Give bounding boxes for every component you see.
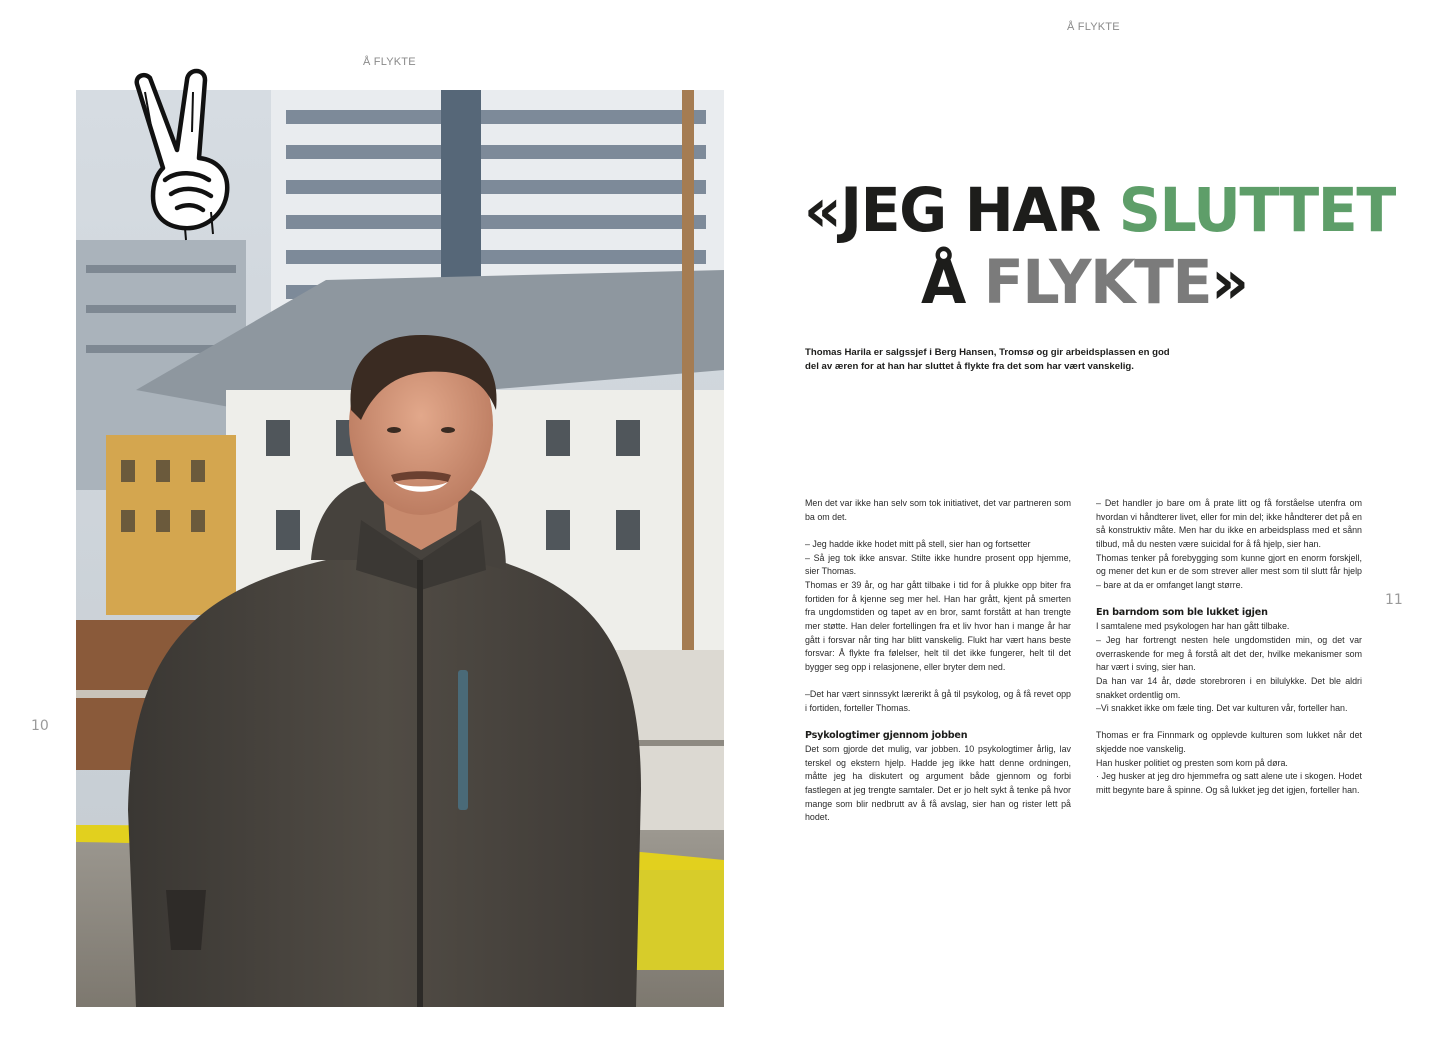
body-paragraph: Thomas er 39 år, og har gått tilbake i tid for å plukke opp biter fra fortiden for å kjenne seg mer hel. Han har grått, kjent på smerten fra ungdomstiden og tapet av en bror, samt forstått at han trengte mer støtte. Han deler fortellingen fra et liv hvor han i mange år har gått i forsvar når ting har blitt vanskelig. Flukt har vært hans beste forsvar: Å flykte fra følelser, helt til det ikke fungerer, helt til det bygger seg opp i relasjonene, eller bryter dem ned. [805,579,1071,672]
headline-part-gray: FLYKTE [983,247,1212,318]
paragraph-gap [1096,716,1362,730]
body-paragraph: Det som gjorde det mulig, var jobben. 10 psykologtimer årlig, lav terskel og ekstern hjelp. Hadde jeg ikke hatt denne ordningen, måtte jeg ha diskutert og argument både gjennom og forbi fastlegen at jeg trengte samtaler. Det er jo helt sykt å tenke på hvor mange som blir nedbrutt av å få avslag, sier han og rister lett på hodet. [805,744,1071,823]
body-paragraph: Men det var ikke han selv som tok initiativet, det var partneren som ba om det. [805,498,1071,522]
body-paragraph: – Jeg hadde ikke hodet mitt på stell, sier han og fortsetter [805,538,1031,549]
peace-hand-icon [125,62,245,242]
page-number-right: 11 [1385,592,1403,608]
body-paragraph: –Det har vært sinnssykt lærerikt å gå til psykolog, og å få revet opp i fortiden, forteller Thomas. [805,689,1071,713]
body-paragraph: – Jeg har fortrengt nesten hele ungdomstiden min, og det var overraskende for meg å forstå alt det der, hvilke mekanismer som har vært i sving, sier han. [1096,634,1362,673]
body-paragraph: – Det handler jo bare om å prate litt og få forståelse utenfra om hvordan vi håndterer livet, eller for min del; ikke håndterer det på en så konstruktiv måte. Men har du ikke en arbeidsplass med et sånn tilbud, må du nesten være suicidal for å få hjelp, sier han. [1096,498,1362,549]
paragraph-gap [805,675,1071,689]
body-column-2 [1096,497,1362,798]
body-paragraph: Da han var 14 år, døde storebroren i en bilulykke. Det ble aldri snakket ordentlig om. [1096,675,1362,700]
body-paragraph: Thomas tenker på forebygging som kunne gjort en enorm forskjell, og mener det kun er de som strever aller mest som til slutt får hjelp – bare at da er omfanget langt større. [1096,552,1362,590]
paragraph-gap [805,524,1071,538]
section-heading: En barndom som ble lukket igjen [1096,607,1268,619]
page-number-left: 10 [31,718,49,734]
paragraph-gap [805,715,1071,729]
body-paragraph: Han husker politiet og presten som kom på døra. [1096,757,1288,768]
body-paragraph: · Jeg husker at jeg dro hjemmefra og satt alene ute i skogen. Hodet mitt begynte bare å spinne. Og så lukket jeg det igjen, forteller han. [1096,771,1362,796]
lead-paragraph: Thomas Harila er salgssjef i Berg Hansen, Tromsø og gir arbeidsplassen en god del av æren for at han har sluttet å flykte fra det som har vært vanskelig. [805,347,1170,372]
paragraph-gap [1096,593,1362,607]
body-paragraph: –Vi snakket ikke om fæle ting. Det var kulturen vår, forteller han. [1096,703,1348,714]
running-head-right: Å FLYKTE [1067,21,1120,33]
body-column-1 [805,497,1071,825]
section-heading: Psykologtimer gjennom jobben [805,730,968,742]
running-head-left: Å FLYKTE [363,56,416,68]
headline-part-dark: «JEG HAR [803,175,1119,246]
body-paragraph: I samtalene med psykologen har han gått tilbake. [1096,621,1290,632]
headline-close-quote: » [1211,247,1248,318]
body-paragraph: Thomas er fra Finnmark og opplevde kulturen som lukket når det skjedde noe vanskelig. [1096,730,1362,755]
headline [800,175,1395,319]
headline-part-dark-2: Å [920,247,984,318]
body-paragraph: – Så jeg tok ikke ansvar. Stilte ikke hundre prosent opp hjemme, sier Thomas. [805,552,1071,577]
headline-part-green: SLUTTET [1118,175,1395,246]
